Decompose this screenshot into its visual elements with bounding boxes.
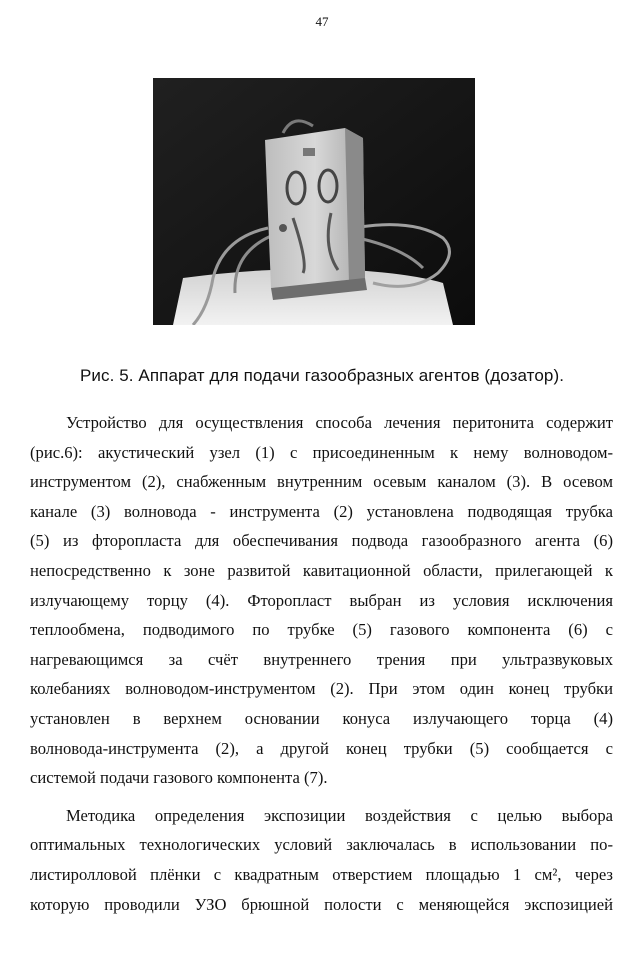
text-line: системой подачи газового компонента (7). xyxy=(30,768,328,788)
text-line: инструментом (2), снабженным внутренним осевым каналом (3). В осевом xyxy=(30,472,613,492)
page-number: 47 xyxy=(315,14,329,29)
text-line: волновода-инструмента (2), а другой конец трубки (5) сообщается с xyxy=(30,738,613,758)
text-line: установлен в верхнем основании конуса излучающего торца (4) xyxy=(30,708,613,728)
paragraph-device-description xyxy=(30,408,613,793)
body-text xyxy=(30,408,613,919)
text-line: (5) из фторопласта для обеспечивания подвода газообразного агента (6) xyxy=(30,531,613,551)
text-line: колебаниях волноводом-инструментом (2). При этом один конец трубки xyxy=(30,679,613,699)
text-line: нагревающимся за счёт внутреннего трения при ультразвуковых xyxy=(30,649,613,669)
text-line: листиролловой плёнки с квадратным отверстием площадью 1 см², через xyxy=(30,864,613,884)
dispenser-apparatus-image xyxy=(153,78,475,325)
paragraph-exposure-method xyxy=(30,801,613,919)
text-line: которую проводили УЗО брюшной полости с меняющейся экспозицией xyxy=(30,894,613,914)
text-line: излучающему торцу (4). Фторопласт выбран из условия исключения xyxy=(30,590,613,610)
text-line: непосредственно к зоне развитой кавитационной области, прилегающей к xyxy=(30,560,613,580)
text-line: (рис.6): акустический узел (1) с присоединенным к нему волноводом- xyxy=(30,442,613,462)
figure-caption: Рис. 5. Аппарат для подачи газообразных агентов (дозатор). xyxy=(79,366,565,385)
text-line: Методика определения экспозиции воздействия с целью выбора xyxy=(66,805,613,825)
text-line: канале (3) волновода - инструмента (2) установлена подводящая трубка xyxy=(30,501,613,521)
text-line: теплообмена, подводимого по трубке (5) газового компонента (6) с xyxy=(30,620,613,640)
device-photo xyxy=(153,78,475,325)
text-line: Устройство для осуществления способа лечения перитонита содержит xyxy=(66,413,613,432)
text-line: оптимальных технологических условий заключалась в использовании по- xyxy=(30,835,613,855)
